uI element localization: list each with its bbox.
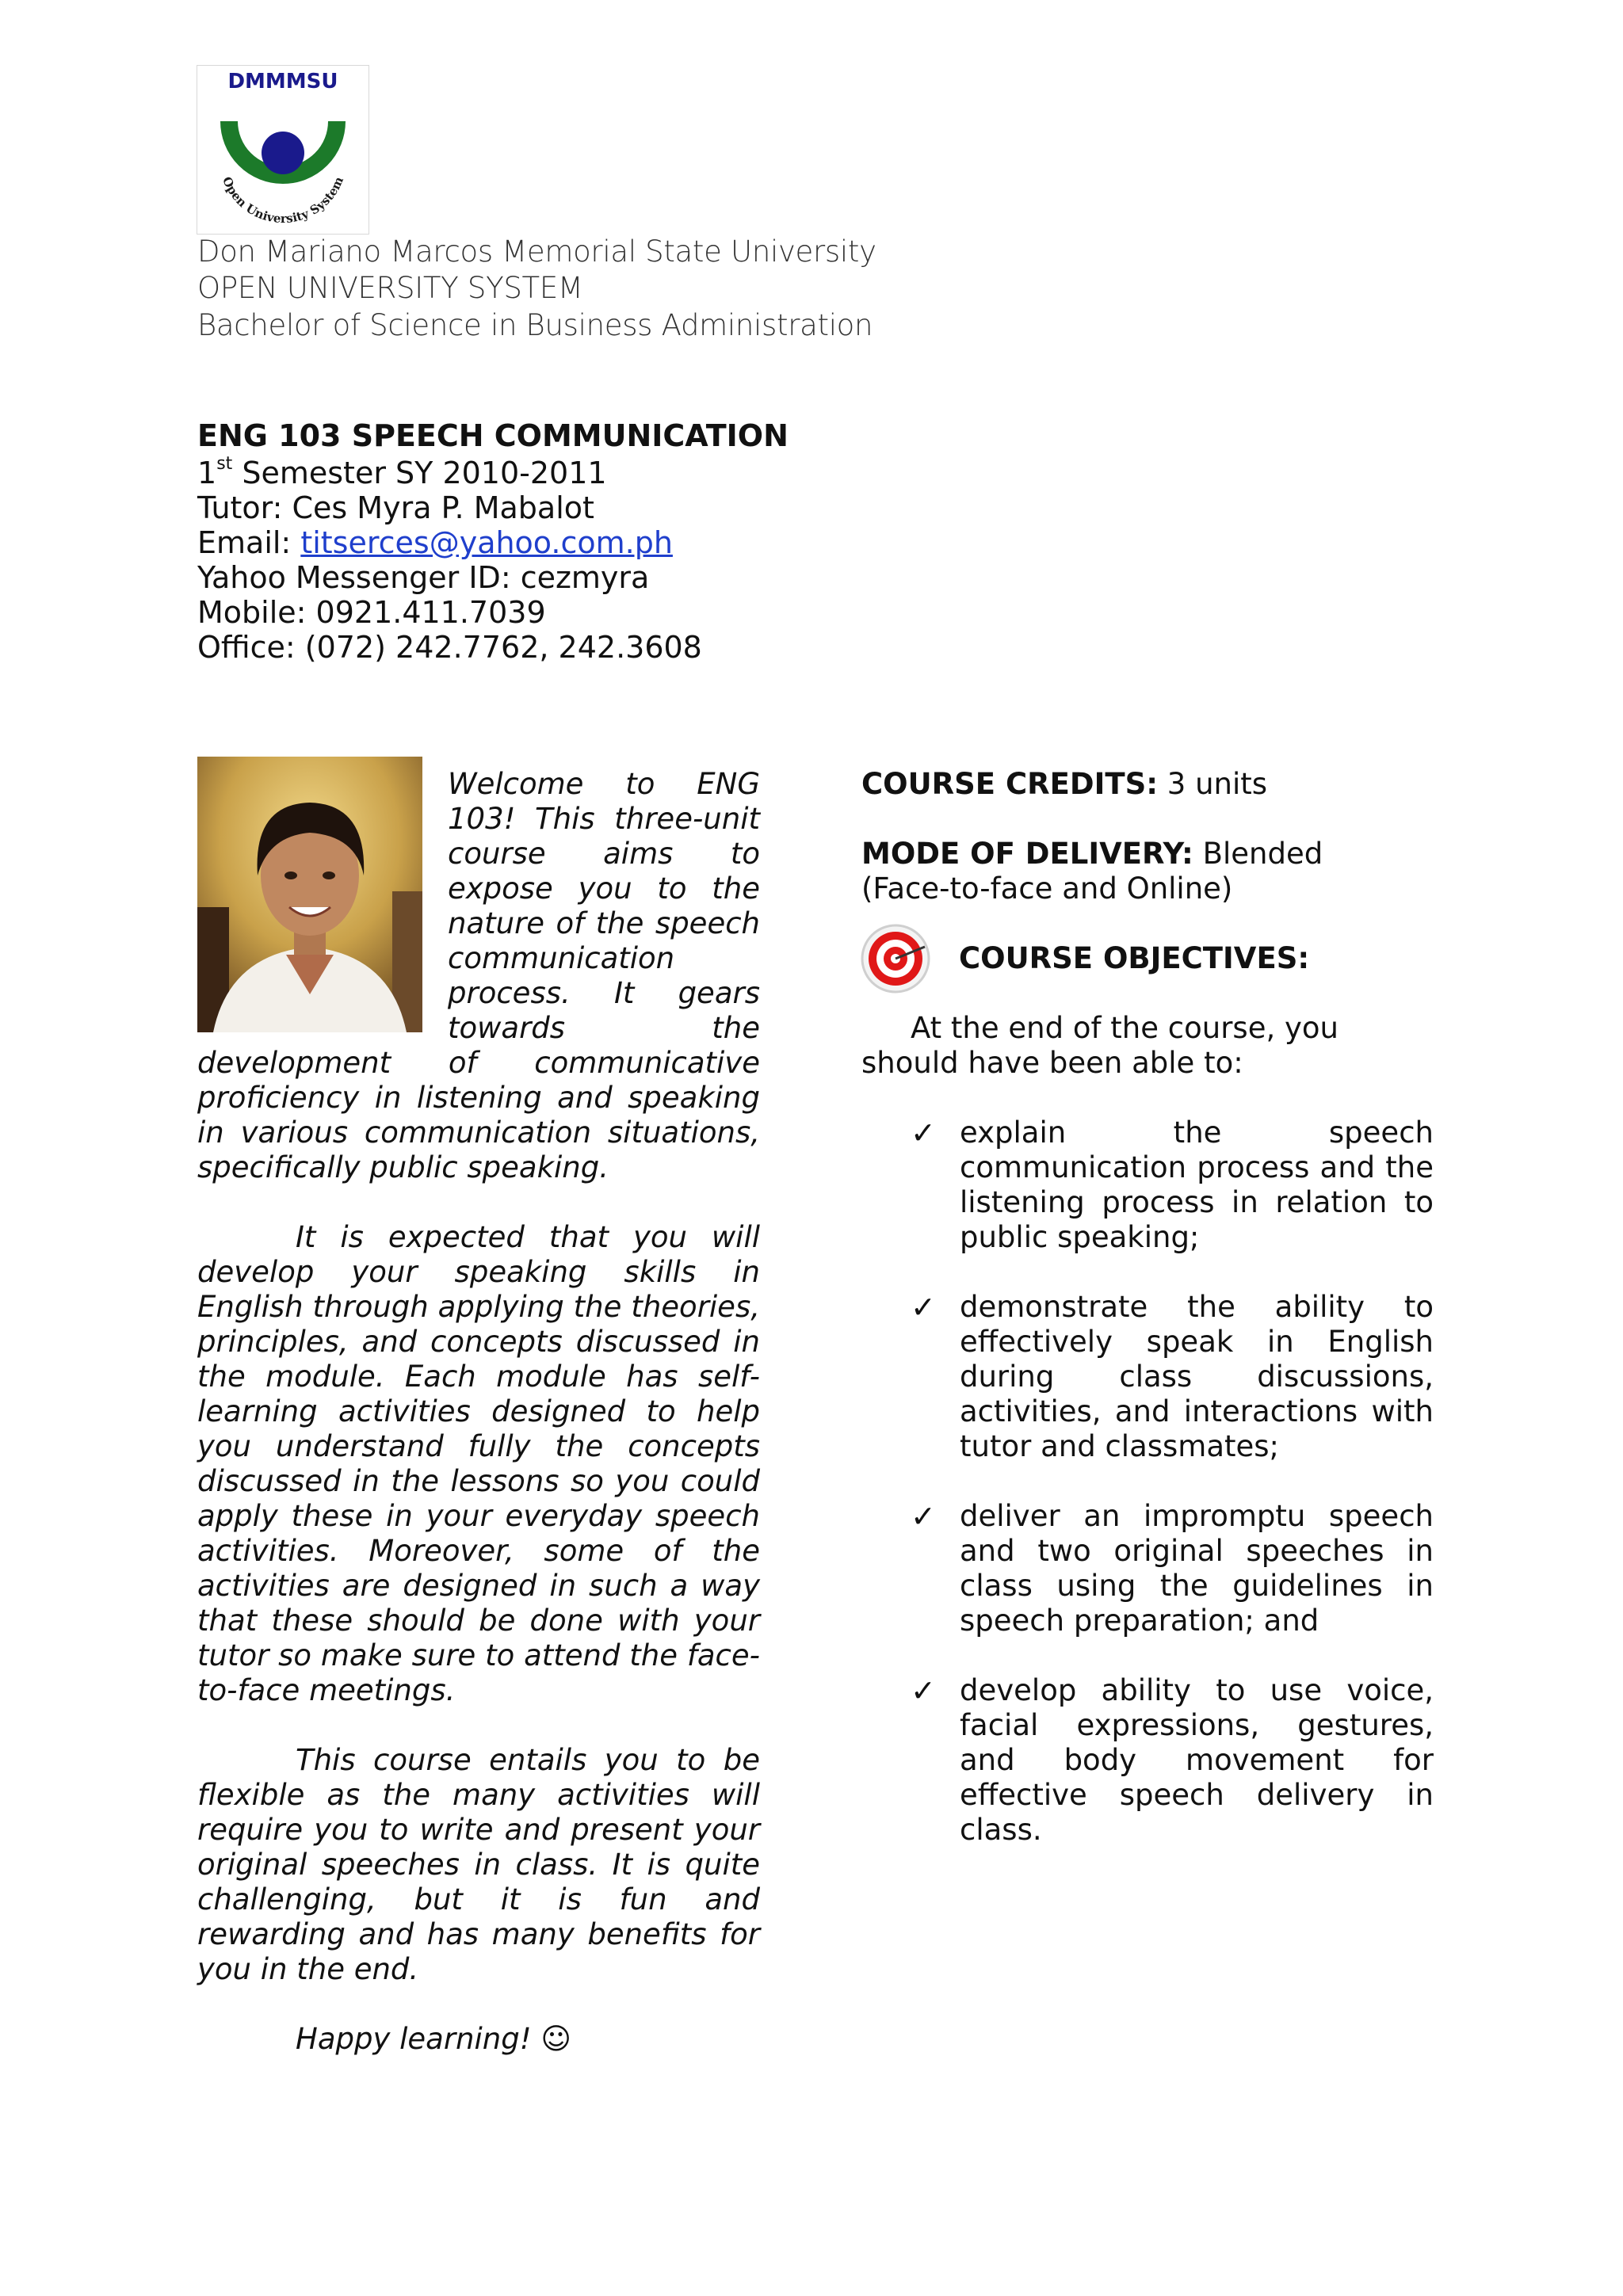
mode-of-delivery: MODE OF DELIVERY: Blended (Face-to-face and Online) bbox=[861, 837, 1323, 906]
checkmark-icon: ✓ bbox=[911, 1290, 936, 1325]
tutor-line: Tutor: Ces Myra P. Mabalot bbox=[197, 490, 594, 525]
logo-wordmark: DMMMSU bbox=[227, 70, 338, 93]
semester-line: 1st Semester SY 2010-2011 bbox=[197, 454, 607, 490]
checkmark-icon: ✓ bbox=[911, 1673, 936, 1708]
objectives-heading: COURSE OBJECTIVES: bbox=[959, 941, 1310, 975]
objective-item: ✓ deliver an impromptu speech and two original speeches in class using the guidelines in speech preparation; and bbox=[911, 1499, 1434, 1638]
welcome-text bbox=[197, 767, 760, 2057]
objective-item: ✓ develop ability to use voice, facial expressions, gestures, and body movement for effective speech delivery in class. bbox=[911, 1673, 1434, 1847]
target-icon bbox=[860, 923, 931, 994]
objective-item: ✓ explain the speech communication process and the listening process in relation to public speaking; bbox=[911, 1116, 1434, 1254]
university-logo bbox=[197, 65, 369, 235]
course-title: ENG 103 SPEECH COMMUNICATION bbox=[197, 418, 789, 453]
welcome-paragraph-2: It is expected that you will develop your speaking skills in English through applying the theories, principles, and concepts discussed in the module. Each module has self-learning activities designed to help you understand fully the concepts discussed in the lessons so you could apply these in your everyday speech activities. Moreover, some of the activities are designed in such a way that these should be done with your tutor so make sure to attend the face-to-face meetings. bbox=[197, 1220, 760, 1707]
objectives-intro: At the end of the course, you should have been able to: bbox=[861, 1011, 1338, 1080]
email-line: Email: titserces@yahoo.com.ph bbox=[197, 525, 673, 560]
mobile-line: Mobile: 0921.411.7039 bbox=[197, 595, 546, 630]
welcome-closing: Happy learning! ☺ bbox=[296, 2022, 571, 2056]
photo-spacer bbox=[197, 767, 448, 1033]
university-name: Don Mariano Marcos Memorial State University bbox=[197, 235, 876, 269]
checkmark-icon: ✓ bbox=[911, 1499, 936, 1534]
logo-ring-text: Open University System bbox=[219, 174, 347, 227]
course-credits: COURSE CREDITS: 3 units bbox=[861, 767, 1268, 801]
checkmark-icon: ✓ bbox=[911, 1116, 936, 1150]
dmmmsu-emblem bbox=[197, 66, 369, 234]
welcome-paragraph-1: Welcome to ENG 103! This three-unit course aims to expose you to the nature of the speech communication process. It gears towards the development of communicative proficiency in listening and speaking in various communication situations, specifically public speaking. bbox=[197, 767, 760, 1184]
yahoo-line: Yahoo Messenger ID: cezmyra bbox=[197, 560, 650, 595]
program-name: Bachelor of Science in Business Administration bbox=[197, 308, 873, 342]
welcome-paragraph-3: This course entails you to be flexible as the many activities will require you to write and present your original speeches in class. It is quite challenging, but it is fun and rewarding and has many benefits for you in the end. bbox=[197, 1743, 760, 1986]
objectives-list bbox=[911, 1116, 1434, 1882]
system-name: OPEN UNIVERSITY SYSTEM bbox=[197, 271, 583, 305]
objective-item: ✓ demonstrate the ability to effectively speak in English during class discussions, activities, and interactions with tutor and classmates; bbox=[911, 1290, 1434, 1463]
office-line: Office: (072) 242.7762, 242.3608 bbox=[197, 630, 702, 665]
email-link[interactable]: titserces@yahoo.com.ph bbox=[300, 525, 673, 560]
